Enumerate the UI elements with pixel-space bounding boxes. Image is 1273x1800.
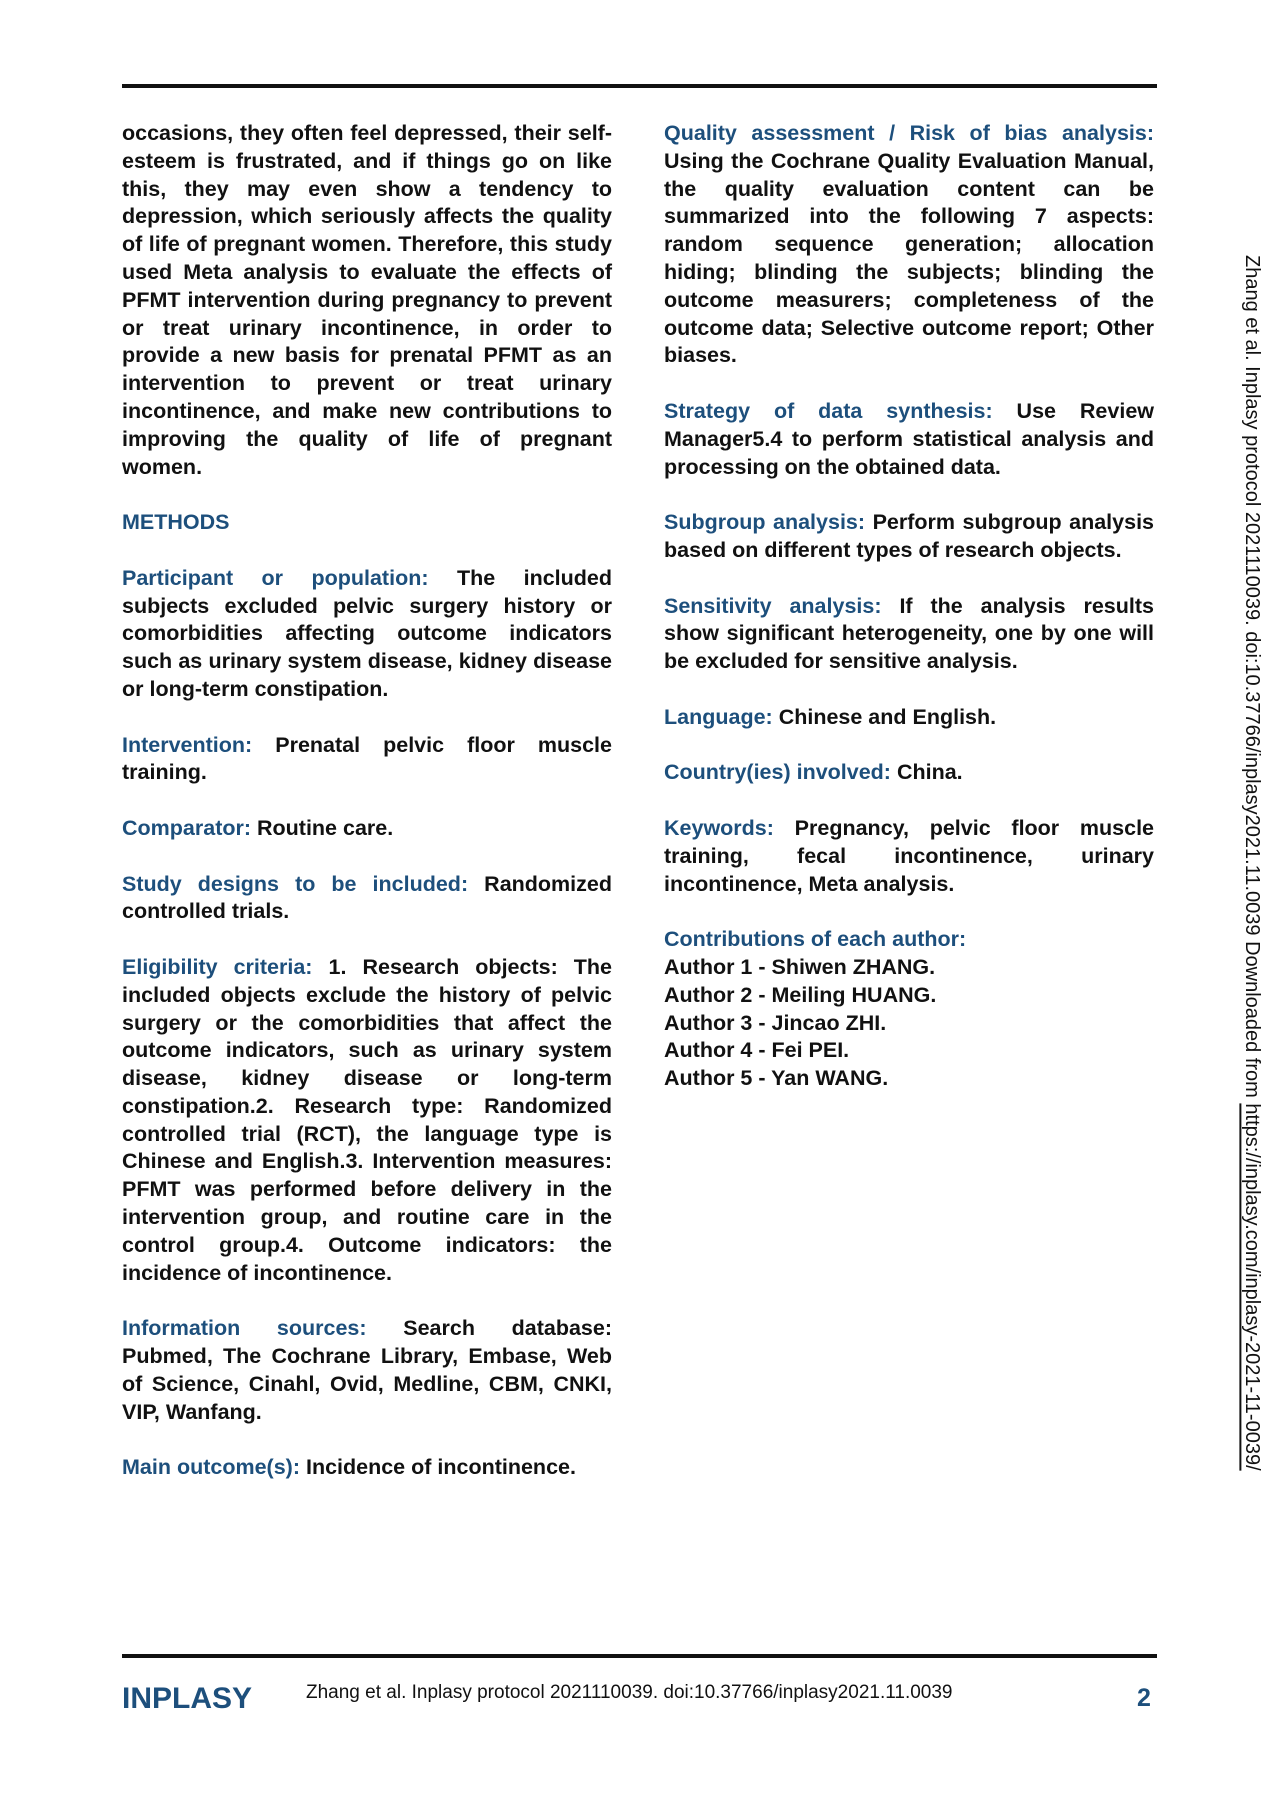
section-label: Study designs to be included: <box>122 871 469 896</box>
section-study-designs <box>122 871 612 927</box>
section-text: Search database: Pubmed, The Cochrane Library, Embase, Web of Science, Cinahl, Ovid, Medline, CBM, CNKI, VIP, Wanfang. <box>122 1316 612 1424</box>
section-label: Comparator: <box>122 815 252 840</box>
section-countries <box>664 759 1154 787</box>
section-label: Quality assessment / Risk of bias analysis: <box>664 121 1154 145</box>
section-keywords <box>664 815 1154 898</box>
author-line: Author 4 - Fei PEI. <box>664 1038 850 1063</box>
section-data-synthesis <box>664 398 1154 481</box>
section-text: Routine care. <box>257 815 394 840</box>
section-label: Subgroup analysis: <box>664 510 866 535</box>
author-line: Author 5 - Yan WANG. <box>664 1066 889 1091</box>
section-text: Use Review Manager5.4 to perform statistical analysis and processing on the obtained data. <box>664 398 1154 479</box>
section-label: Keywords: <box>664 815 774 840</box>
section-information-sources <box>122 1315 612 1426</box>
section-text: Randomized controlled trials. <box>122 871 612 924</box>
right-column <box>664 120 1154 1121</box>
section-label: Eligibility criteria: <box>122 954 313 979</box>
section-text: Pregnancy, pelvic floor muscle training, fecal incontinence, urinary incontinence, Meta analysis. <box>664 815 1155 896</box>
side-citation <box>1240 255 1263 1471</box>
section-comparator <box>122 815 612 843</box>
section-contributions <box>664 926 1154 1093</box>
section-label: Language: <box>664 704 773 729</box>
author-line: Author 1 - Shiwen ZHANG. <box>664 954 936 979</box>
section-label: Information sources: <box>122 1316 367 1341</box>
section-label: Country(ies) involved: <box>664 760 891 785</box>
section-text: Chinese and English. <box>778 704 997 729</box>
section-label: Main outcome(s): <box>122 1455 300 1480</box>
page-number: 2 <box>1137 1684 1151 1712</box>
section-label: Sensitivity analysis: <box>664 593 882 618</box>
section-quality-assessment <box>664 120 1154 370</box>
side-citation-text: Zhang et al. Inplasy protocol 2021110039. doi:10.37766/inplasy2021.11.0039 Downloaded from <box>1241 255 1263 1104</box>
section-label: Intervention: <box>122 732 253 757</box>
methods-heading: METHODS <box>122 510 230 535</box>
section-text: Prenatal pelvic floor muscle training. <box>122 732 612 785</box>
section-sensitivity-analysis <box>664 593 1154 676</box>
section-participants <box>122 565 612 704</box>
top-rule <box>122 84 1157 88</box>
bottom-rule <box>122 1654 1157 1658</box>
section-text: Perform subgroup analysis based on different types of research objects. <box>664 510 1154 562</box>
footer-brand-logo: INPLASY <box>122 1682 253 1715</box>
footer-citation: Zhang et al. Inplasy protocol 2021110039. doi:10.37766/inplasy2021.11.0039 <box>306 1682 953 1703</box>
author-line: Author 3 - Jincao ZHI. <box>664 1010 887 1035</box>
section-label: Participant or population: <box>122 565 429 590</box>
section-text: Using the Cochrane Quality Evaluation Manual, the quality evaluation content can be summarized into the following 7 aspects: random sequence generation; allocation hiding; blinding the subjects; blinding the outcome measurers; completeness of the outcome data; Selective outcome report; Other biases. <box>664 148 1154 368</box>
left-column <box>122 120 612 1510</box>
section-main-outcomes <box>122 1454 612 1482</box>
download-link[interactable]: https://inplasy.com/inplasy-2021-11-0039/ <box>1241 1103 1263 1471</box>
intro-paragraph: occasions, they often feel depressed, their self-esteem is frustrated, and if things go on like this, they may even show a tendency to depression, which seriously affects the quality of life of pregnant women. Therefore, this study used Meta analysis to evaluate the effects of PFMT intervention during pregnancy to prevent or treat urinary incontinence, in order to provide a new basis for prenatal PFMT as an intervention to prevent or treat urinary incontinence, and make new contributions to improving the quality of life of pregnant women. <box>122 121 612 479</box>
section-text: If the analysis results show significant heterogeneity, one by one will be excluded for sensitive analysis. <box>664 593 1154 674</box>
section-language <box>664 704 1154 732</box>
section-eligibility <box>122 954 612 1288</box>
section-text: China. <box>896 760 963 785</box>
section-subgroup-analysis <box>664 509 1154 565</box>
section-intervention <box>122 732 612 788</box>
section-text: 1. Research objects: The included objects exclude the history of pelvic surgery or the comorbidities that affect the outcome indicators, such as urinary system disease, kidney disease or long-term constipation.2. Research type: Randomized controlled trial (RCT), the language type is Chinese and English.3. Intervention measures: PFMT was performed before delivery in the intervention group, and routine care in the control group.4. Outcome indicators: the incidence of incontinence. <box>122 954 612 1285</box>
author-line: Author 2 - Meiling HUANG. <box>664 982 937 1007</box>
contributions-label: Contributions of each author: <box>664 927 967 952</box>
section-label: Strategy of data synthesis: <box>664 398 993 423</box>
section-text: The included subjects excluded pelvic surgery history or comorbidities affecting outcome indicators such as urinary system disease, kidney disease or long-term constipation. <box>122 565 612 701</box>
section-text: Incidence of incontinence. <box>305 1455 576 1480</box>
